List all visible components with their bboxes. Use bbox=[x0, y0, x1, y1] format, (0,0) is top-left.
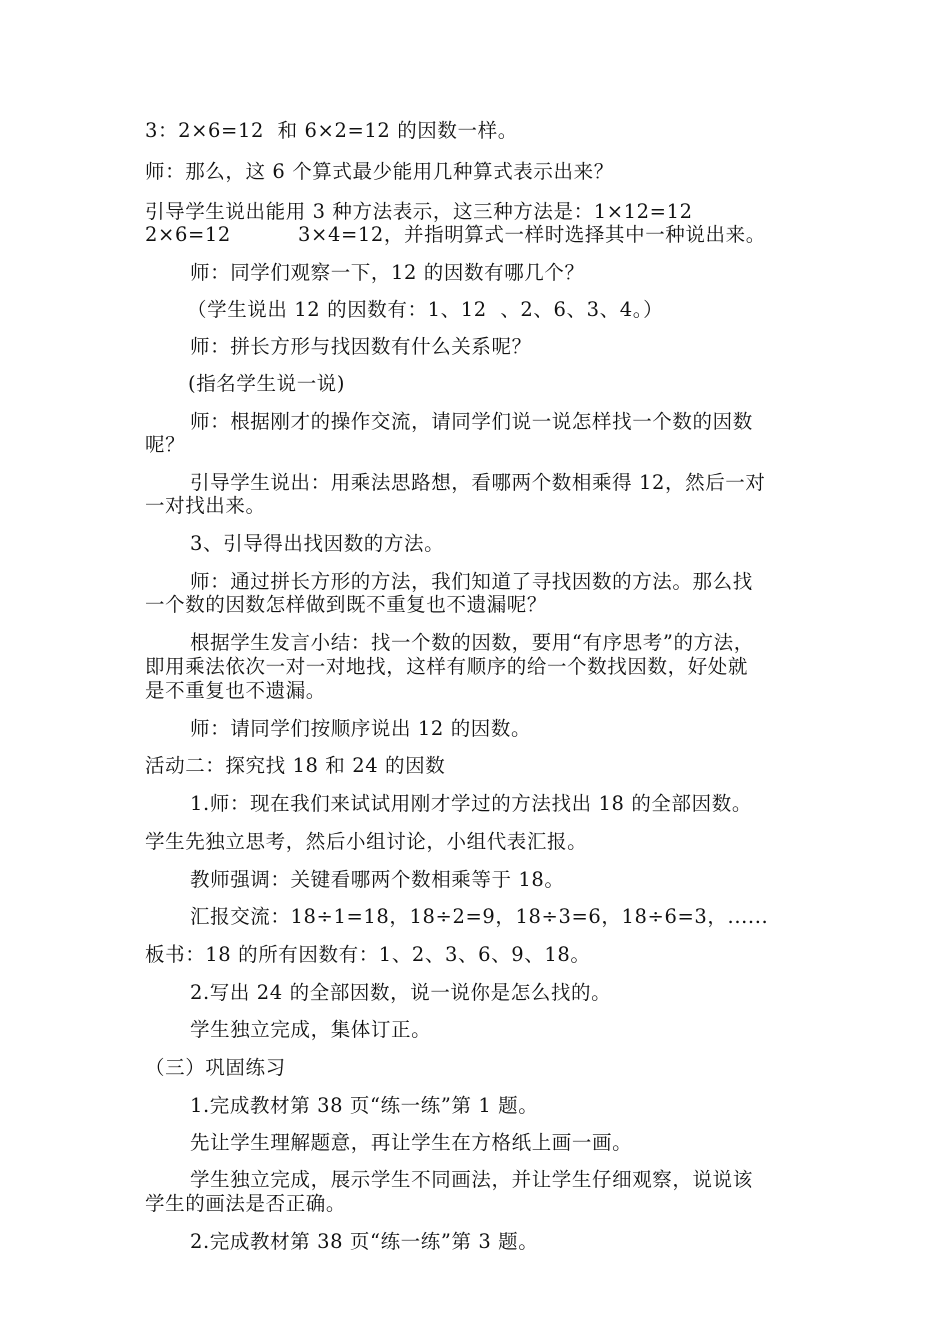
text-line: 学生独立完成，集体订正。 bbox=[190, 1018, 432, 1041]
text-line: 1.师：现在我们来试试用刚才学过的方法找出 18 的全部因数。 bbox=[190, 792, 752, 815]
text-line: 学生独立完成，展示学生不同画法，并让学生仔细观察，说说该 bbox=[190, 1168, 753, 1191]
text-line: 先让学生理解题意，再让学生在方格纸上画一画。 bbox=[190, 1131, 633, 1154]
text-line: 呢？ bbox=[145, 433, 186, 456]
text-line: 2.完成教材第 38 页“练一练”第 3 题。 bbox=[190, 1230, 539, 1253]
text-line: 学生的画法是否正确。 bbox=[145, 1192, 347, 1215]
text-line: 学生先独立思考，然后小组讨论，小组代表汇报。 bbox=[145, 830, 588, 853]
text-line: 教师强调：关键看哪两个数相乘等于 18。 bbox=[190, 868, 565, 891]
text-line: 一对找出来。 bbox=[145, 494, 266, 517]
text-line: 活动二：探究找 18 和 24 的因数 bbox=[145, 754, 446, 777]
text-line: 3：2×6=12 和 6×2=12 的因数一样。 bbox=[145, 119, 518, 142]
text-line: 师：那么，这 6 个算式最少能用几种算式表示出来？ bbox=[145, 160, 614, 183]
text-line: 师：通过拼长方形的方法，我们知道了寻找因数的方法。那么找 bbox=[190, 570, 753, 593]
text-line: 师：请同学们按顺序说出 12 的因数。 bbox=[190, 717, 532, 740]
text-line: 根据学生发言小结：找一个数的因数，要用“有序思考”的方法， bbox=[190, 631, 754, 654]
text-line: 一个数的因数怎样做到既不重复也不遗漏呢？ bbox=[145, 593, 548, 616]
text-line: (指名学生说一说) bbox=[188, 372, 346, 395]
text-line: 即用乘法依次一对一对地找，这样有顺序的给一个数找因数，好处就 bbox=[145, 655, 749, 678]
text-line: 师：拼长方形与找因数有什么关系呢？ bbox=[190, 335, 532, 358]
section-heading: （三）巩固练习 bbox=[145, 1056, 286, 1079]
text-line: 引导学生说出：用乘法思路想，看哪两个数相乘得 12，然后一对 bbox=[190, 471, 766, 494]
text-line: 板书：18 的所有因数有：1、2、3、6、9、18。 bbox=[145, 943, 591, 966]
text-line: （学生说出 12 的因数有：1、12 、2、6、3、4。） bbox=[187, 298, 664, 321]
text-line: 师：同学们观察一下，12 的因数有哪几个？ bbox=[190, 261, 585, 284]
text-line: 是不重复也不遗漏。 bbox=[145, 679, 326, 702]
text-line: 2×6=12 bbox=[145, 223, 231, 246]
text-line: 3×4=12，并指明算式一样时选择其中一种说出来。 bbox=[298, 223, 766, 246]
text-line: 2.写出 24 的全部因数，说一说你是怎么找的。 bbox=[190, 981, 612, 1004]
text-line: 3、引导得出找因数的方法。 bbox=[190, 532, 445, 555]
text-line: 引导学生说出能用 3 种方法表示，这三种方法是：1×12=12 bbox=[145, 200, 693, 223]
text-line: 师：根据刚才的操作交流，请同学们说一说怎样找一个数的因数 bbox=[190, 410, 753, 433]
text-line: 汇报交流：18÷1=18，18÷2=9，18÷3=6，18÷6=3，...... bbox=[190, 905, 769, 928]
text-line: 1.完成教材第 38 页“练一练”第 1 题。 bbox=[190, 1094, 539, 1117]
